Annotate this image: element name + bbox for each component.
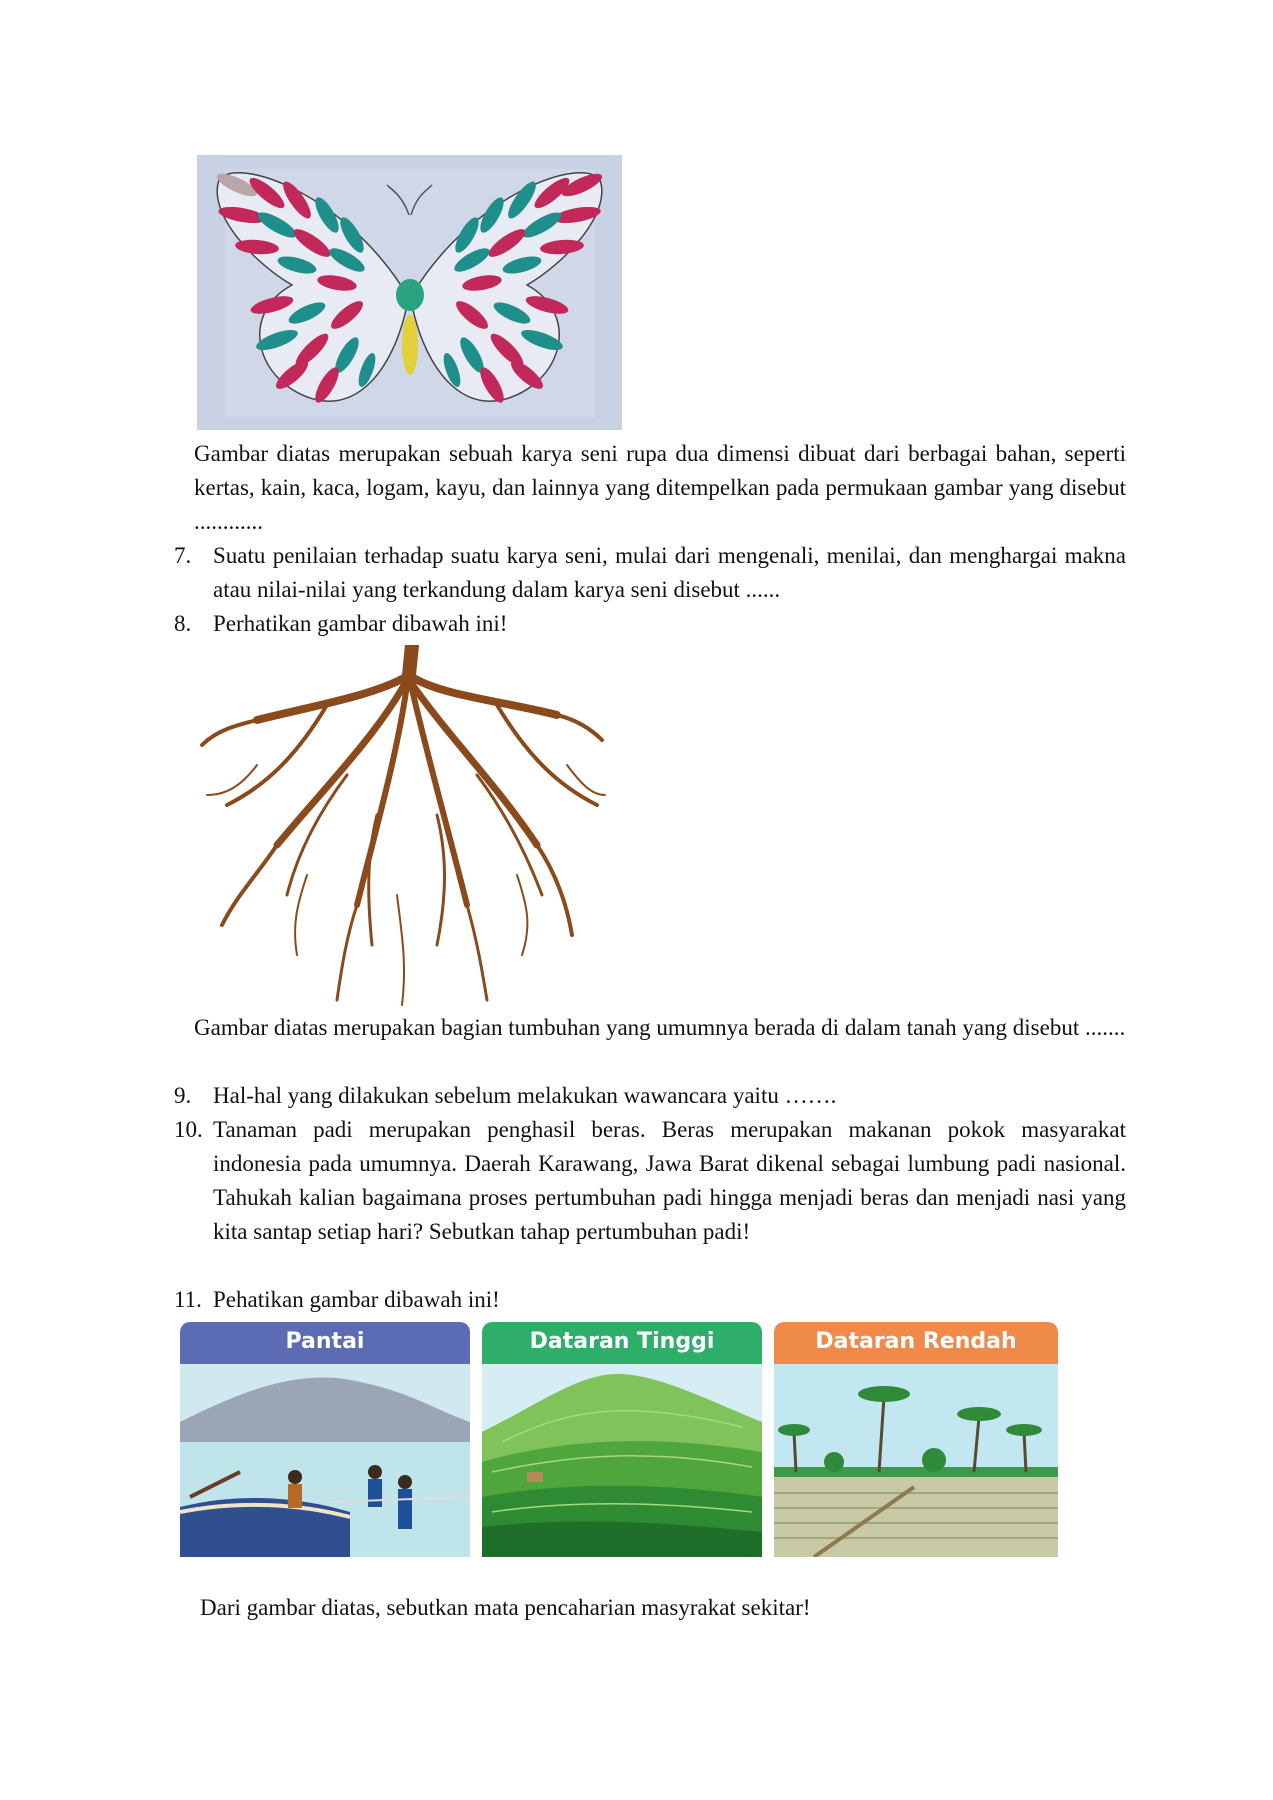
panel-dataran-tinggi — [482, 1322, 762, 1557]
question-6-text: Gambar diatas merupakan sebuah karya seni rupa dua dimensi dibuat dari berbagai bahan, seperti kertas, kain, kaca, logam, kayu, dan lainnya yang ditempelkan pada permukaan gambar yang disebut ............ — [194, 441, 1126, 534]
leaf-collage-butterfly-icon — [197, 155, 622, 430]
highland-terraces-icon — [482, 1322, 762, 1557]
question-10-number: 10. — [174, 1117, 203, 1142]
beach-scene-icon — [180, 1322, 470, 1557]
panel-pantai-label: Pantai — [180, 1322, 470, 1364]
plant-roots-icon — [197, 645, 607, 1010]
question-7-number: 7. — [174, 543, 192, 568]
roots-figure — [197, 645, 607, 1010]
lowland-ricefield-icon — [774, 1322, 1058, 1557]
butterfly-collage-figure — [197, 155, 622, 430]
question-8-text: Perhatikan gambar dibawah ini! — [213, 611, 508, 636]
question-8-number: 8. — [174, 611, 192, 636]
panel-dataran-tinggi-label: Dataran Tinggi — [482, 1322, 762, 1364]
panel-dataran-rendah-label: Dataran Rendah — [774, 1322, 1058, 1364]
question-10-text: Tanaman padi merupakan penghasil beras. Beras merupakan makanan pokok masyarakat indonesia pada umumnya. Daerah Karawang, Jawa Barat dikenal sebagai lumbung padi nasional. Tahukah kalian bagaimana proses pertumbuhan padi hingga menjadi beras dan menjadi nasi yang kita santap setiap hari? Sebutkan tahap pertumbuhan padi! — [213, 1117, 1126, 1244]
question-11-number: 11. — [174, 1287, 202, 1312]
question-8-caption: Gambar diatas merupakan bagian tumbuhan yang umumnya berada di dalam tanah yang disebut ....... — [194, 1015, 1126, 1040]
panel-dataran-rendah — [774, 1322, 1058, 1557]
question-9-number: 9. — [174, 1083, 192, 1108]
panel-pantai — [180, 1322, 470, 1557]
question-11-text: Pehatikan gambar dibawah ini! — [213, 1287, 500, 1312]
question-7-text: Suatu penilaian terhadap suatu karya seni, mulai dari mengenali, menilai, dan menghargai makna atau nilai-nilai yang terkandung dalam karya seni disebut ...... — [213, 543, 1126, 602]
question-9-text: Hal-hal yang dilakukan sebelum melakukan wawancara yaitu ……. — [213, 1083, 837, 1108]
question-11-caption: Dari gambar diatas, sebutkan mata pencaharian masyrakat sekitar! — [200, 1595, 811, 1620]
